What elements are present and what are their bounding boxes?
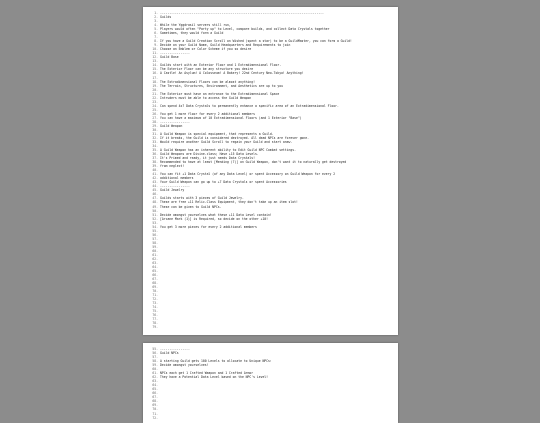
line-text: The Exterior Floor can be any structure you desire xyxy=(160,67,254,72)
line-number: 53. xyxy=(152,220,158,225)
line-number: 28. xyxy=(152,119,158,124)
line-number: 47. xyxy=(152,196,158,201)
line-number: 52. xyxy=(152,216,158,221)
line-text: If you have a Guild Creation Scroll on Wished (spent a star) to be a GuildMaster, you can form a Guild! xyxy=(160,39,352,44)
line-number: 79. xyxy=(152,325,158,330)
line-number: 75. xyxy=(152,309,158,314)
line-number: 41. xyxy=(152,172,158,177)
line-number: 36. xyxy=(152,152,158,157)
document-line xyxy=(149,363,392,367)
line-text: These can be given to Guild NPCs. xyxy=(160,204,222,209)
line-text: Can spend 4x? Data Crystals to permanently enhance a specific area of an Extradimensional Floor. xyxy=(160,103,339,108)
line-text: ---------------- xyxy=(160,51,190,56)
line-text: NPCs each get 1 Crafted Weapon and 1 Crafted Armor xyxy=(160,371,254,376)
document-line xyxy=(149,31,392,35)
line-text: The Exterior must have an entrance to the Extradimensional Space xyxy=(160,91,280,96)
line-number: 59. xyxy=(152,363,158,368)
line-number: 3. xyxy=(154,19,158,24)
line-number: 21. xyxy=(152,91,158,96)
line-text: Players would often "Party up" to Level, compare builds, and collect Data Crystals together xyxy=(160,27,330,32)
document-line xyxy=(149,205,392,209)
line-number: 68. xyxy=(152,399,158,404)
line-number: 60. xyxy=(152,367,158,372)
line-number: 11. xyxy=(152,51,158,56)
line-text: Sometimes, they would form a Guild xyxy=(160,31,224,36)
line-number: 57. xyxy=(152,355,158,360)
line-number: 10. xyxy=(152,47,158,52)
line-text: additional members xyxy=(160,176,194,181)
line-number: 12. xyxy=(152,55,158,60)
line-number: 65. xyxy=(152,387,158,392)
line-number: 62. xyxy=(152,375,158,380)
line-number: 68. xyxy=(152,281,158,286)
line-text: A Guild Weapon has an inherent ability to Edit Guild NPC Combat settings. xyxy=(160,148,296,153)
line-number: 16. xyxy=(152,71,158,76)
document-line xyxy=(149,351,392,355)
line-number: 29. xyxy=(152,123,158,128)
line-text: Guilds xyxy=(160,15,172,20)
line-number: 61. xyxy=(152,371,158,376)
line-number: 76. xyxy=(152,313,158,318)
line-text: The Terrain, Structures, Environment, and Aesthetics are up to you xyxy=(160,83,283,88)
line-number: 42. xyxy=(152,176,158,181)
line-number: 63. xyxy=(152,260,158,265)
line-text: Decide amongst yourselves! xyxy=(160,363,209,368)
line-number: 20. xyxy=(152,87,158,92)
line-number: 5. xyxy=(154,27,158,32)
line-text: You get 3 more pieces for every 2 additional members xyxy=(160,224,257,229)
line-text: ---------------------------------------------------------------------------------------- xyxy=(160,11,324,15)
line-text: ---------------- xyxy=(160,184,190,189)
document-line xyxy=(149,217,392,221)
line-number: 66. xyxy=(152,273,158,278)
document-line xyxy=(149,15,392,19)
line-number: 13. xyxy=(152,59,158,64)
line-number: 48. xyxy=(152,200,158,205)
line-number: 64. xyxy=(152,383,158,388)
line-text: If it breaks, the Guild is considered destroyed. All dead NPCs are forever gone. xyxy=(160,135,310,140)
line-number: 32. xyxy=(152,135,158,140)
line-number: 14. xyxy=(152,63,158,68)
line-number: 18. xyxy=(152,79,158,84)
line-number: 4. xyxy=(154,23,158,28)
line-text: It's Primed and ready, it just needs Data Crystals! xyxy=(160,156,255,161)
line-number: 30. xyxy=(152,127,158,132)
document-line xyxy=(149,124,392,128)
line-number: 54. xyxy=(152,224,158,229)
line-number: 65. xyxy=(152,269,158,273)
document-line xyxy=(149,96,392,100)
line-number: 37. xyxy=(152,156,158,161)
line-text: A Castle! An Asylum! A Colosseum! A Bakery! 22nd Century Neo-Tokyo! Anything! xyxy=(160,71,304,76)
line-number: 27. xyxy=(152,115,158,120)
line-text: ---------------- xyxy=(160,347,190,351)
line-text: Guild NPCs xyxy=(160,351,179,356)
line-number: 70. xyxy=(152,289,158,294)
document-line xyxy=(149,84,392,88)
line-number: 25. xyxy=(152,107,158,112)
line-text: ---------------- xyxy=(160,119,190,124)
document-line xyxy=(149,71,392,75)
line-text: You get 1 more floor for every 2 additional members xyxy=(160,111,255,116)
line-number: 31. xyxy=(152,131,158,136)
line-text: While the Yggdrasil servers still run, xyxy=(160,23,231,28)
document-page-1 xyxy=(143,7,398,335)
document-page-2 xyxy=(143,343,398,423)
line-number: 6. xyxy=(154,31,158,36)
line-number: 63. xyxy=(152,379,158,384)
line-text: A Guild Weapon is special equipment, that represents a Guild. xyxy=(160,131,274,136)
line-number: 74. xyxy=(152,305,158,310)
line-text: You can fit +1 Data Crystal (of any Data Level) or spent Accessory on Guild Weapon for every 2 xyxy=(160,172,336,177)
line-number: 33. xyxy=(152,140,158,144)
line-number: 15. xyxy=(152,67,158,72)
line-number: 43. xyxy=(152,180,158,185)
line-number: 77. xyxy=(152,317,158,322)
line-number: 69. xyxy=(152,403,158,408)
line-number: 66. xyxy=(152,391,158,396)
line-text: Would require another Guild Scroll to regain your Guild and start anew. xyxy=(160,140,293,144)
line-number: 8. xyxy=(154,39,158,44)
line-number: 72. xyxy=(152,297,158,302)
line-number: 73. xyxy=(152,301,158,306)
line-text: Decide amongst yourselves what these +11 Data Level contain! xyxy=(160,212,272,217)
line-number: 58. xyxy=(152,240,158,245)
document-line xyxy=(149,104,392,108)
document-line xyxy=(149,55,392,59)
line-text: Guild Weapon xyxy=(160,123,183,128)
document-line xyxy=(149,225,392,229)
line-number: 40. xyxy=(152,168,158,173)
line-text: The Extradimensional Floors can be almost anything! xyxy=(160,79,255,84)
line-number: 78. xyxy=(152,321,158,326)
line-number: 55. xyxy=(152,347,158,351)
line-number: 39. xyxy=(152,164,158,169)
line-text: Guild Jewelry xyxy=(160,188,185,193)
line-number: 71. xyxy=(152,293,158,298)
line-text: from neglect! xyxy=(160,164,185,169)
line-number: 24. xyxy=(152,103,158,108)
document-line xyxy=(149,188,392,192)
line-number: 58. xyxy=(152,359,158,364)
line-number: 26. xyxy=(152,111,158,116)
line-number: 56. xyxy=(152,351,158,356)
line-number: 7. xyxy=(154,35,158,40)
line-text: Choose an Emblem or Color Scheme if you so desire xyxy=(160,47,252,52)
line-text: Your Guild Weapon can go up to +7 Data Crystals or spent Accessories xyxy=(160,180,287,185)
line-number: 19. xyxy=(152,83,158,88)
line-number: 72. xyxy=(152,415,158,420)
line-number: 17. xyxy=(152,75,158,80)
line-text: Recommended to have at least [Mending (7)] on Guild Weapon, don't want it to naturally get destroyed xyxy=(160,160,347,165)
line-number: 64. xyxy=(152,264,158,269)
line-number: 57. xyxy=(152,236,158,241)
line-number: 59. xyxy=(152,244,158,249)
document-line xyxy=(149,416,392,420)
line-number: 49. xyxy=(152,204,158,209)
line-text: [Arcane Mark (1)] is Required, so decide on the other +10! xyxy=(160,216,269,221)
line-number: 56. xyxy=(152,232,158,237)
line-number: 44. xyxy=(152,184,158,189)
line-text: Guild Base xyxy=(160,55,179,60)
line-number: 23. xyxy=(152,99,158,104)
line-text: You can have a maximum of 10 Extradimensional Floors (and 1 Exterior "Base") xyxy=(160,115,302,120)
document-line xyxy=(149,325,392,329)
line-number: 22. xyxy=(152,95,158,100)
line-number: 50. xyxy=(152,208,158,213)
line-number: 61. xyxy=(152,252,158,257)
line-text: A starting Guild gets 100 Levels to allocate to Unique NPCs: xyxy=(160,359,272,364)
line-number: 34. xyxy=(152,144,158,149)
line-number: 45. xyxy=(152,188,158,193)
line-number: 46. xyxy=(152,192,158,197)
line-number: 71. xyxy=(152,411,158,416)
line-text: Guild Weapons are Divine-class; Have +15 Data Levels. xyxy=(160,152,259,157)
line-number: 35. xyxy=(152,148,158,153)
line-number: 51. xyxy=(152,212,158,217)
line-number: 55. xyxy=(152,228,158,233)
line-number: 62. xyxy=(152,256,158,261)
line-number: 67. xyxy=(152,277,158,282)
line-number: 1. xyxy=(154,11,158,15)
line-text: Decide on your Guild Name, Guild Headquarters and Requirements to join xyxy=(160,43,291,48)
line-text: Intruders must be able to access the Guild Weapon xyxy=(160,95,252,100)
line-text: Guilds starts with 3 pieces of Guild Jewelry. xyxy=(160,196,244,201)
line-number: 69. xyxy=(152,285,158,290)
document-line xyxy=(149,375,392,379)
line-number: 2. xyxy=(154,15,158,20)
line-number: 67. xyxy=(152,395,158,400)
line-number: 9. xyxy=(154,43,158,48)
line-number: 38. xyxy=(152,160,158,165)
line-text: Guilds start with an Exterior Floor and 1 Extradimensional Floor. xyxy=(160,63,282,68)
line-text: These are free +11 Relic-Class Equipment, they don't take up an item slot! xyxy=(160,200,298,205)
document-line xyxy=(149,164,392,168)
document-line xyxy=(149,140,392,144)
line-number: 70. xyxy=(152,407,158,412)
line-text: They have a Potential Data Level based on the NPC's Level! xyxy=(160,375,269,380)
line-number: 60. xyxy=(152,248,158,253)
